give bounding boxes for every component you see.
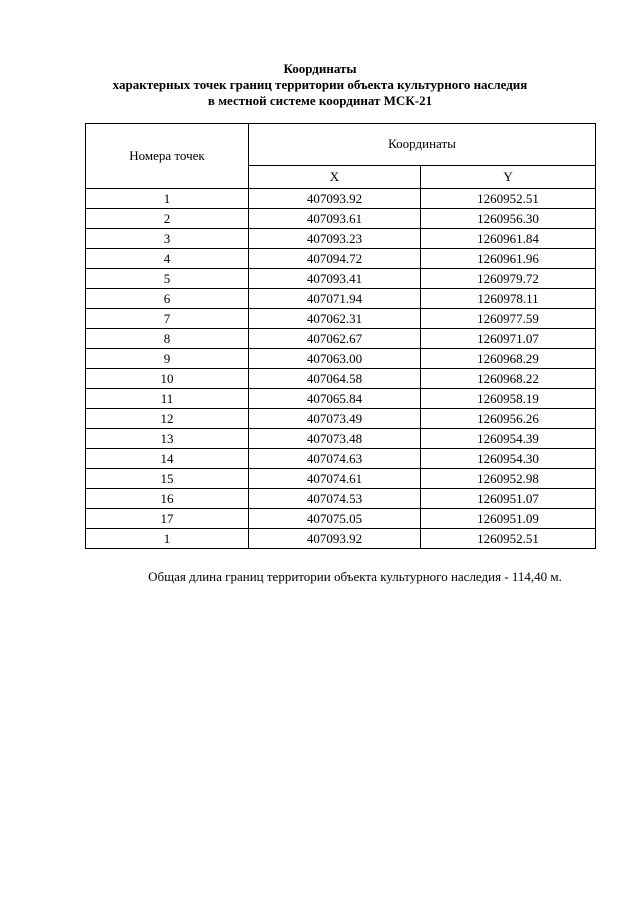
y-coordinate-cell: 1260961.84 [421,229,596,249]
point-number-cell: 14 [86,449,249,469]
y-coordinate-cell: 1260961.96 [421,249,596,269]
y-coordinate-cell: 1260951.09 [421,509,596,529]
y-coordinate-cell: 1260952.51 [421,189,596,209]
x-coordinate-cell: 407093.41 [249,269,421,289]
point-number-cell: 16 [86,489,249,509]
y-coordinate-cell: 1260951.07 [421,489,596,509]
table-row [86,289,596,309]
document-title: Координаты [283,61,357,76]
coordinates-table [85,123,596,549]
document-subtitle-line-2: в местной системе координат МСК-21 [207,93,433,108]
table-row [86,449,596,469]
y-coordinate-cell: 1260968.29 [421,349,596,369]
y-coordinate-cell: 1260977.59 [421,309,596,329]
table-row [86,409,596,429]
point-number-cell: 10 [86,369,249,389]
header-point-numbers: Номера точек [86,124,249,189]
x-coordinate-cell: 407071.94 [249,289,421,309]
header-x: X [249,165,421,188]
point-number-cell: 8 [86,329,249,349]
point-number-cell: 1 [86,529,249,549]
y-coordinate-cell: 1260978.11 [421,289,596,309]
x-coordinate-cell: 407074.61 [249,469,421,489]
point-number-cell: 2 [86,209,249,229]
document-subtitle-line-1: характерных точек границ территории объекта культурного наследия [112,77,528,92]
table-row [86,469,596,489]
table-row [86,249,596,269]
y-coordinate-cell: 1260956.26 [421,409,596,429]
table-header-row [86,124,596,166]
x-coordinate-cell: 407062.31 [249,309,421,329]
x-coordinate-cell: 407093.92 [249,189,421,209]
x-coordinate-cell: 407065.84 [249,389,421,409]
table-row [86,229,596,249]
y-coordinate-cell: 1260954.30 [421,449,596,469]
y-coordinate-cell: 1260971.07 [421,329,596,349]
total-length-note: Общая длина границ территории объекта культурного наследия - 114,40 м. [148,569,562,584]
x-coordinate-cell: 407093.92 [249,529,421,549]
y-coordinate-cell: 1260952.98 [421,469,596,489]
table-row [86,509,596,529]
x-coordinate-cell: 407073.49 [249,409,421,429]
point-number-cell: 15 [86,469,249,489]
point-number-cell: 4 [86,249,249,269]
y-coordinate-cell: 1260954.39 [421,429,596,449]
y-coordinate-cell: 1260952.51 [421,529,596,549]
table-row [86,429,596,449]
point-number-cell: 13 [86,429,249,449]
x-coordinate-cell: 407094.72 [249,249,421,269]
table-row [86,269,596,289]
x-coordinate-cell: 407063.00 [249,349,421,369]
point-number-cell: 3 [86,229,249,249]
x-coordinate-cell: 407064.58 [249,369,421,389]
header-coordinates: Координаты [249,124,596,166]
x-coordinate-cell: 407074.63 [249,449,421,469]
x-coordinate-cell: 407075.05 [249,509,421,529]
point-number-cell: 9 [86,349,249,369]
point-number-cell: 6 [86,289,249,309]
table-row [86,529,596,549]
y-coordinate-cell: 1260958.19 [421,389,596,409]
y-coordinate-cell: 1260968.22 [421,369,596,389]
table-row [86,369,596,389]
table-row [86,189,596,209]
x-coordinate-cell: 407093.61 [249,209,421,229]
point-number-cell: 11 [86,389,249,409]
point-number-cell: 1 [86,189,249,209]
header-y: Y [421,165,596,188]
x-coordinate-cell: 407073.48 [249,429,421,449]
point-number-cell: 7 [86,309,249,329]
y-coordinate-cell: 1260979.72 [421,269,596,289]
table-row [86,489,596,509]
point-number-cell: 12 [86,409,249,429]
x-coordinate-cell: 407074.53 [249,489,421,509]
table-row [86,389,596,409]
table-row [86,209,596,229]
table-row [86,309,596,329]
table-row [86,329,596,349]
y-coordinate-cell: 1260956.30 [421,209,596,229]
point-number-cell: 5 [86,269,249,289]
table-body [86,189,596,549]
x-coordinate-cell: 407062.67 [249,329,421,349]
table-row [86,349,596,369]
x-coordinate-cell: 407093.23 [249,229,421,249]
point-number-cell: 17 [86,509,249,529]
